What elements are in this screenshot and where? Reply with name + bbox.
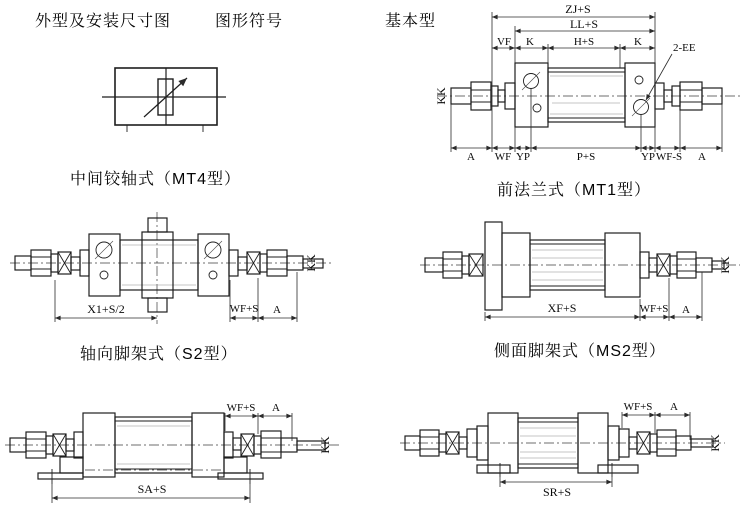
s2-cylinder-outline	[5, 413, 340, 484]
dim-kk: KK	[304, 254, 318, 272]
dim-yp-right: YP	[640, 151, 656, 163]
dim-kk: KK	[318, 436, 332, 454]
dim-k-left: K	[526, 36, 534, 48]
mt1-drawing	[420, 222, 740, 321]
dim-h: H+S	[573, 36, 595, 48]
dim-vf: VF	[496, 36, 512, 48]
mt4-title: 中间铰轴式（MT4型）	[70, 171, 242, 188]
basic-cylinder-outline	[437, 63, 740, 127]
mt1-dimensions	[485, 256, 732, 321]
dim-a-right: A	[698, 151, 706, 163]
basic-type-drawing	[434, 2, 740, 163]
ms2-cylinder-outline	[400, 413, 725, 477]
dim-kk: KK	[708, 434, 722, 452]
dim-wfs: WF+S	[623, 401, 653, 413]
mt4-drawing	[10, 212, 332, 324]
mt4-cylinder-outline	[10, 212, 332, 324]
ms2-drawing	[400, 401, 725, 499]
dim-kk: KK	[434, 87, 448, 105]
dim-a: A	[670, 401, 678, 413]
dim-xf: XF+S	[547, 301, 577, 315]
dim-x1: X1+S/2	[87, 302, 125, 316]
dim-a: A	[272, 402, 280, 414]
outline-title: 外型及安装尺寸图	[35, 13, 172, 30]
basic-type-title: 基本型	[385, 13, 437, 30]
s2-drawing	[5, 402, 340, 503]
dim-ll: LL+S	[569, 17, 599, 31]
pneumatic-symbol-drawing	[102, 68, 226, 132]
mt4-dimensions	[55, 254, 318, 322]
dim-k-right: K	[634, 36, 642, 48]
dim-wfs: WF-S	[655, 151, 683, 163]
s2-title: 轴向脚架式（S2型）	[80, 346, 238, 363]
mt1-cylinder-outline	[420, 222, 740, 310]
mt1-title: 前法兰式（MT1型）	[497, 182, 652, 199]
dim-yp-left: YP	[515, 151, 531, 163]
dim-wfs: WF+S	[639, 303, 669, 315]
dim-sr: SR+S	[542, 485, 572, 499]
symbol-title: 图形符号	[215, 13, 284, 30]
dim-ee: 2-EE	[673, 42, 696, 54]
dim-wfs: WF+S	[226, 402, 256, 414]
dim-a-left: A	[467, 151, 475, 163]
dim-a: A	[273, 304, 281, 316]
dim-kk: KK	[718, 256, 732, 274]
dim-a: A	[682, 304, 690, 316]
dim-wf: WF	[494, 151, 512, 163]
dim-sa: SA+S	[137, 482, 167, 496]
dim-p: P+S	[576, 151, 596, 163]
ms2-title: 侧面脚架式（MS2型）	[494, 343, 666, 360]
dim-wfs: WF+S	[229, 303, 259, 315]
dim-zj: ZJ+S	[565, 2, 591, 16]
